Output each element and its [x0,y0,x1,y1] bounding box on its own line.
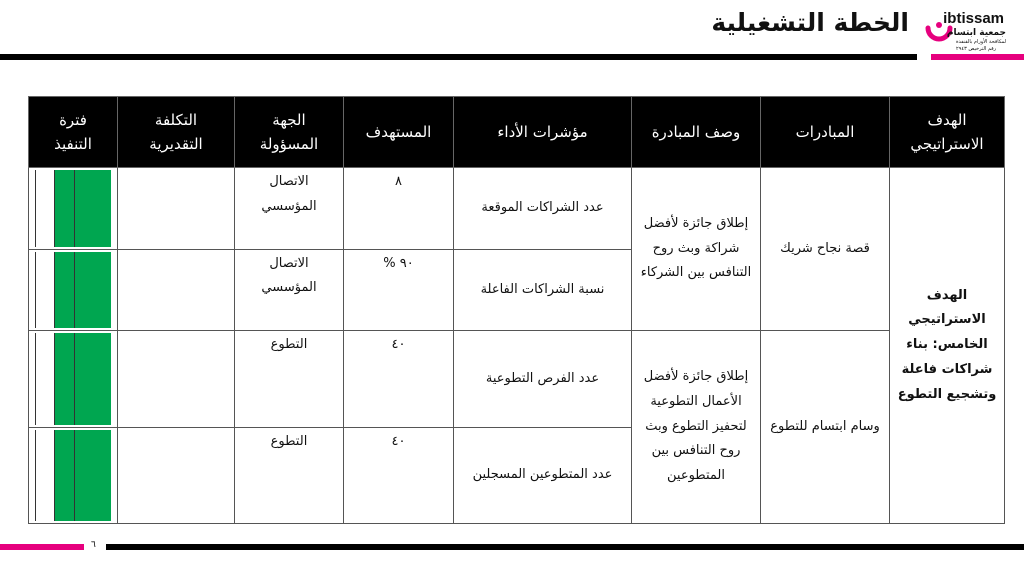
indicator-cell: نسبة الشراكات الفاعلة [454,249,632,331]
target-cell: ٤٠ [344,427,454,523]
responsible-cell: التطوع [235,427,344,523]
logo-tagline: لمكافحة الأورام بالقنفذة [956,39,1006,45]
header-goal: الهدف الاستراتيجي [890,97,1005,168]
initiative-description: إطلاق جائزة لأفضل شراكة وبث روح التنافس بين الشركاء [632,168,761,331]
initiative-name: قصة نجاح شريك [761,168,890,331]
footer-divider-pink [0,544,84,550]
header-period: فترة التنفيذ [29,97,118,168]
period-box [93,170,111,247]
header-responsible: الجهة المسؤولة [235,97,344,168]
header-divider-pink [931,54,1024,60]
period-box [93,252,111,329]
period-box [35,252,54,329]
header-divider-black [0,54,917,60]
target-cell: ٨ [344,168,454,250]
indicator-cell: عدد المتطوعين المسجلين [454,427,632,523]
period-box [74,333,93,424]
header-initiatives: المبادرات [761,97,890,168]
period-box [54,333,73,424]
period-cell [29,249,118,331]
period-box [93,430,111,521]
period-cell [29,427,118,523]
operational-plan-table [28,96,1005,524]
target-cell: ٤٠ [344,331,454,427]
period-box [35,333,54,424]
period-box [74,430,93,521]
cost-cell [118,249,235,331]
period-box [93,333,111,424]
page-number: ٦ [91,540,96,550]
period-cell [29,168,118,250]
cost-cell [118,427,235,523]
footer-divider-black [106,544,1024,550]
header-description: وصف المبادرة [632,97,761,168]
header-cost: التكلفة التقديرية [118,97,235,168]
indicator-cell: عدد الفرص التطوعية [454,331,632,427]
table-header-row [29,97,1005,168]
responsible-cell: الاتصال المؤسسي [235,249,344,331]
page-title: الخطة التشغيلية [711,8,909,37]
initiative-name: وسام ابتسام للتطوع [761,331,890,524]
cost-cell [118,168,235,250]
header-indicators: مؤشرات الأداء [454,97,632,168]
period-box [35,170,54,247]
period-box [35,430,54,521]
target-cell: ٩٠ % [344,249,454,331]
period-box [54,252,73,329]
period-box [54,170,73,247]
table-row [29,168,1005,250]
responsible-cell: الاتصال المؤسسي [235,168,344,250]
responsible-cell: التطوع [235,331,344,427]
initiative-description: إطلاق جائزة لأفضل الأعمال التطوعية لتحفيز التطوع وبث روح التنافس بين المتطوعين [632,331,761,524]
header-target: المستهدف [344,97,454,168]
indicator-cell: عدد الشراكات الموقعة [454,168,632,250]
table-row [29,331,1005,427]
cost-cell [118,331,235,427]
logo-brand: ibtissam [943,10,1004,27]
period-cell [29,331,118,427]
period-box [74,170,93,247]
logo-arabic-name: جمعية ابتسام [946,28,1006,38]
period-box [74,252,93,329]
strategic-goal: الهدف الاستراتيجي الخامس: بناء شراكات فاعلة وتشجيع التطوع [890,168,1005,524]
logo-registration: رقم الترخيص ٢٩٤٣ [956,46,996,52]
period-box [54,430,73,521]
logo [916,6,1016,58]
